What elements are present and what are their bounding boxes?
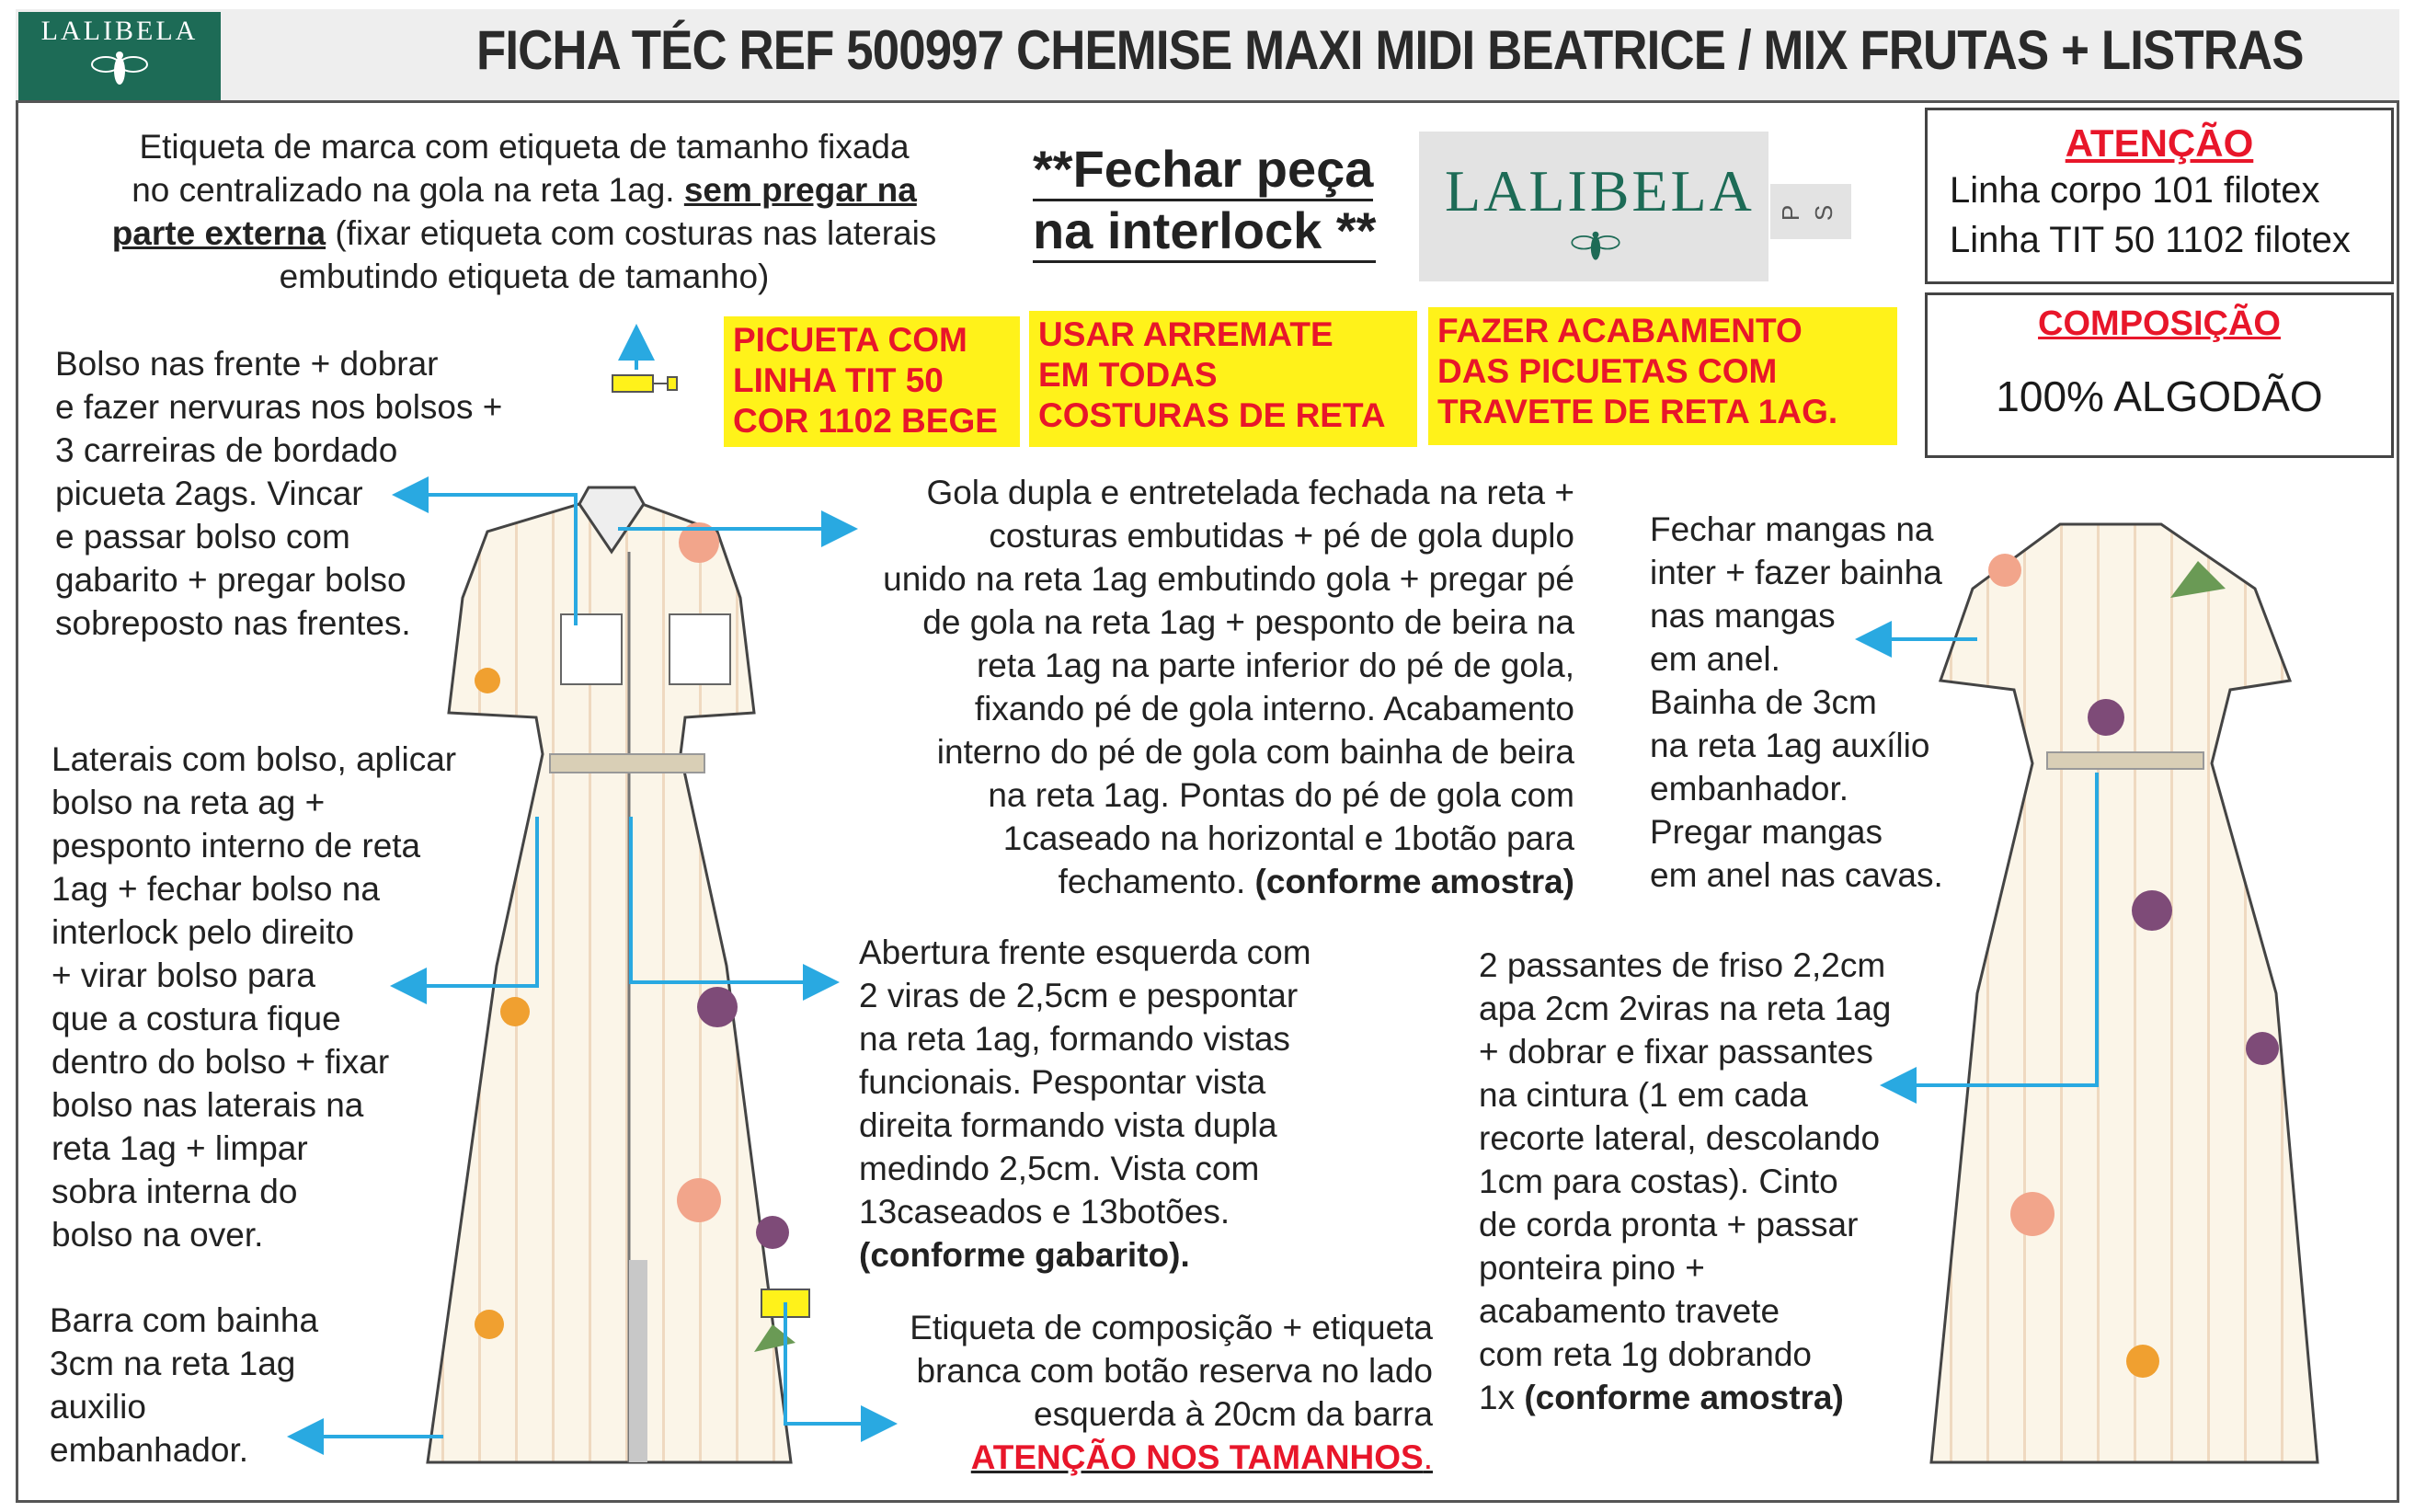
page-title: FICHA TÉC REF 500997 CHEMISE MAXI MIDI BEATRICE / MIX FRUTAS + LISTRAS — [476, 19, 2304, 81]
etiqueta-comp-line: esquerda à 20cm da barra — [1034, 1395, 1433, 1433]
atencao-line1: Linha corpo 101 filotex — [1950, 170, 2320, 211]
abertura-line: funcionais. Pespontar vista — [859, 1063, 1266, 1101]
abertura-line: na reta 1ag, formando vistas — [859, 1020, 1290, 1058]
passantes-line: na cintura (1 em cada — [1479, 1076, 1808, 1114]
gola-line: na reta 1ag. Pontas do pé de gola com — [988, 776, 1574, 814]
bolso-line: e passar bolso com — [55, 518, 350, 556]
abertura-line: 2 viras de 2,5cm e pespontar — [859, 977, 1299, 1014]
abertura-line: 13caseados e 13botões. — [859, 1193, 1230, 1231]
laterais-line: reta 1ag + limpar — [52, 1129, 308, 1167]
ps-badge-p: P — [1777, 204, 1805, 222]
abertura-line-bold: (conforme gabarito). — [859, 1236, 1190, 1274]
laterais-line: Laterais com bolso, aplicar — [52, 740, 457, 778]
label-tag-marker — [612, 375, 653, 392]
mangas-line: inter + fazer bainha — [1650, 554, 1942, 591]
label-note-line1: Etiqueta de marca com etiqueta de tamanho fixada — [139, 128, 910, 166]
mangas-note — [1650, 508, 1943, 897]
label-note-line2a: no centralizado na gola na reta 1ag. — [132, 171, 684, 209]
gola-line: interno do pé de gola com bainha de beira — [936, 733, 1574, 771]
atencao-heading: ATENÇÃO — [2065, 121, 2254, 165]
gola-line-last — [791, 860, 1574, 903]
gola-line: Gola dupla e entretelada fechada na reta + — [926, 474, 1574, 511]
bolso-note — [55, 342, 502, 645]
barra-line: auxilio — [50, 1388, 146, 1426]
barra-note — [50, 1299, 318, 1472]
etiqueta-comp-alert-text: ATENÇÃO NOS TAMANHOS — [970, 1438, 1424, 1476]
acabamento-line3: TRAVETE DE RETA 1AG. — [1437, 393, 1838, 430]
bolso-line: 3 carreiras de bordado — [55, 431, 398, 469]
bolso-line: sobreposto nas frentes. — [55, 604, 411, 642]
passantes-line: apa 2cm 2viras na reta 1ag — [1479, 990, 1892, 1027]
picueta-line1: PICUETA COM — [733, 321, 967, 359]
composicao-value: 100% ALGODÃO — [1996, 372, 2323, 420]
passantes-line: 1cm para costas). Cinto — [1479, 1163, 1838, 1200]
barra-line: Barra com bainha — [50, 1301, 319, 1339]
acabamento-line2: DAS PICUETAS COM — [1437, 352, 1778, 390]
passantes-last-bold: (conforme amostra) — [1524, 1379, 1844, 1416]
arremate-line3: COSTURAS DE RETA — [1038, 396, 1386, 434]
bolso-line: picueta 2ags. Vincar — [55, 475, 363, 512]
etiqueta-composicao-note — [828, 1306, 1433, 1479]
gola-last-text: fechamento. — [1058, 863, 1255, 900]
abertura-line: medindo 2,5cm. Vista com — [859, 1150, 1260, 1187]
gola-note — [791, 471, 1574, 903]
passantes-line: com reta 1g dobrando — [1479, 1335, 1813, 1373]
etiqueta-comp-line: branca com botão reserva no lado — [916, 1352, 1433, 1390]
passantes-line-last — [1479, 1376, 1891, 1419]
passantes-note — [1479, 944, 1891, 1419]
brand-logo-large-word: LALIBELA — [1445, 158, 1755, 223]
mangas-line: Bainha de 3cm — [1650, 683, 1877, 721]
passantes-line: recorte lateral, descolando — [1479, 1119, 1881, 1157]
abertura-note — [859, 931, 1311, 1277]
mangas-line: embanhador. — [1650, 770, 1849, 808]
barra-line: embanhador. — [50, 1431, 249, 1469]
passantes-line: + dobrar e fixar passantes — [1479, 1033, 1873, 1071]
label-note-line3a: parte externa — [111, 214, 326, 252]
arremate-line2: EM TODAS — [1038, 356, 1218, 394]
mangas-line: nas mangas — [1650, 597, 1836, 635]
interlock-line2: na interlock ** — [1033, 201, 1376, 263]
mangas-line: Fechar mangas na — [1650, 510, 1934, 548]
etiqueta-comp-alert — [828, 1436, 1433, 1479]
gola-line: unido na reta 1ag embutindo gola + pregar pé — [883, 560, 1574, 598]
interlock-line1: **Fechar peça — [1033, 140, 1373, 201]
ps-badge-s: S — [1810, 204, 1838, 222]
passantes-last-text: 1x — [1479, 1379, 1525, 1416]
picueta-line2: LINHA TIT 50 — [733, 361, 944, 399]
picueta-line3: COR 1102 BEGE — [733, 402, 998, 440]
gola-line: fixando pé de gola interno. Acabamento — [974, 690, 1574, 727]
laterais-line: + virar bolso para — [52, 956, 315, 994]
arremate-line1: USAR ARREMATE — [1038, 315, 1333, 353]
composicao-heading: COMPOSIÇÃO — [2038, 304, 2281, 343]
brand-name: LALIBELA — [40, 16, 199, 46]
laterais-line: pesponto interno de reta — [52, 827, 421, 865]
mangas-line: Pregar mangas — [1650, 813, 1883, 851]
laterais-line: 1ag + fechar bolso na — [52, 870, 380, 908]
gola-line: reta 1ag na parte inferior do pé de gola, — [976, 647, 1574, 684]
laterais-line: bolso nas laterais na — [52, 1086, 364, 1124]
label-note-line4: embutindo etiqueta de tamanho) — [279, 258, 770, 295]
atencao-line2: Linha TIT 50 1102 filotex — [1950, 220, 2351, 260]
label-note-line3b: (fixar etiqueta com costuras nas laterais — [326, 214, 937, 252]
laterais-line: bolso na over. — [52, 1216, 264, 1254]
passantes-line: acabamento travete — [1479, 1292, 1780, 1330]
bolso-line: e fazer nervuras nos bolsos + — [55, 388, 503, 426]
bolso-line: gabarito + pregar bolso — [55, 561, 406, 599]
laterais-line: bolso na reta ag + — [52, 784, 326, 821]
bolso-line: Bolso nas frente + dobrar — [55, 345, 439, 383]
laterais-line: dentro do bolso + fixar — [52, 1043, 390, 1081]
laterais-note — [52, 738, 456, 1256]
gola-last-bold: (conforme amostra) — [1254, 863, 1574, 900]
laterais-line: sobra interna do — [52, 1173, 298, 1210]
back-dress-illustration — [1931, 524, 2318, 1462]
laterais-line: interlock pelo direito — [52, 913, 355, 951]
etiqueta-comp-alert-dot: . — [1423, 1438, 1433, 1476]
passantes-line: de corda pronta + passar — [1479, 1206, 1859, 1243]
gola-line: de gola na reta 1ag + pesponto de beira na — [922, 603, 1574, 641]
mangas-line: em anel. — [1650, 640, 1780, 678]
abertura-line: direita formando vista dupla — [859, 1106, 1277, 1144]
gola-line: 1caseado na horizontal e 1botão para — [1002, 819, 1574, 857]
laterais-line: que a costura fique — [52, 1000, 341, 1037]
passantes-line: 2 passantes de friso 2,2cm — [1479, 946, 1886, 984]
etiqueta-comp-line: Etiqueta de composição + etiqueta — [910, 1309, 1433, 1346]
gola-line: costuras embutidas + pé de gola duplo — [989, 517, 1574, 555]
abertura-line: Abertura frente esquerda com — [859, 934, 1311, 971]
mangas-line: na reta 1ag auxílio — [1650, 727, 1930, 764]
acabamento-line1: FAZER ACABAMENTO — [1437, 312, 1803, 349]
mangas-line: em anel nas cavas. — [1650, 856, 1943, 894]
label-note-line2b: sem pregar na — [683, 171, 917, 209]
barra-line: 3cm na reta 1ag — [50, 1345, 296, 1382]
passantes-line: ponteira pino + — [1479, 1249, 1705, 1287]
